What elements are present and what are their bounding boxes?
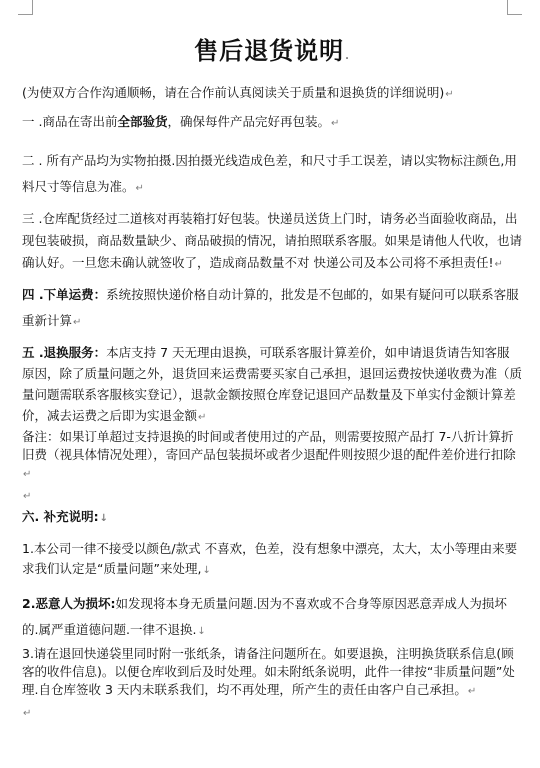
item-6-1-paragraph: [22, 539, 522, 581]
item-4-bold-text: 下单运费：: [43, 287, 107, 302]
item-6-2-bold-text: 2.恶意人为损坏:: [22, 596, 116, 611]
item-5-label: 五 .: [22, 345, 44, 360]
paragraph-mark-icon: ↵: [330, 118, 340, 129]
line-break-mark-icon: ↓: [99, 513, 108, 524]
paragraph-mark-icon: ↵: [73, 317, 82, 328]
item-2-text: 二 . 所有产品均为实物拍摄.因拍摄光线造成色差，和尺寸手工误差，请以实物标注颜色,用料尺寸等信息为准。: [22, 153, 517, 194]
paragraph-mark-icon: ↵: [23, 469, 32, 480]
intro-paragraph: [22, 82, 522, 105]
item-3-text: 三 .仓库配货经过二道核对再装箱打好包装。快递员送货上门时，请务必当面验收商品，出现包装破损，商品数量缺少、商品破损的情况，请拍照联系客服。如果是请他人代收，也请确认好。一旦您未确认就签收了，造成商品数量不对 快递公司及本公司将不承担责任!: [22, 211, 523, 270]
item-5-note-text: 备注：如果订单超过支持退换的时间或者使用过的产品，则需要按照产品打 7-八折计算折旧费（视具体情况处理），寄回产品包装损坏或者少退配件则按照少退的配件差价进行扣除: [22, 429, 516, 462]
item-6-2-paragraph: [22, 591, 522, 645]
paragraph-mark-icon: ↵: [23, 491, 32, 502]
item-1-text-end: ，确保每件产品完好再包装。: [167, 114, 330, 129]
item-5-bold-text: 退换服务：: [43, 345, 107, 360]
paragraph-mark-icon: ↵: [198, 412, 207, 423]
item-6-3-text: 3.请在退回快递袋里同时附一张纸条，请备注问题所在。如要退换，注明换货联系信息(顾客的收件信息)。以便仓库收到后及时处理。如未附纸条说明，此件一律按“非质量问题”处理.自仓库签收 3 天内未联系我们，均不再处理，所产生的责任由客户自己承担。: [22, 646, 515, 697]
intro-text: (为使双方合作沟通顺畅，请在合作前认真阅读关于质量和退换货的详细说明): [22, 85, 445, 100]
document-body: [22, 34, 522, 717]
item-6-2-text: 如发现将本身无质量问题.因为不喜欢或不合身等原因恶意弄成人为损坏的.属严重道德问题.一律不退换.: [22, 596, 507, 637]
document-title: [22, 34, 522, 74]
empty-paragraph: [22, 484, 522, 500]
paragraph-mark-icon: ↵: [23, 708, 32, 719]
item-1-bold-text: 全部验货: [117, 114, 168, 129]
item-5-text: 本店支持 7 天无理由退换，可联系客服计算差价，如申请退货请告知客服原因，除了质量问题之外，退货回来运费需要买家自己承担，退回运费按快递收费为准（质量问题需联系客服核实登记），退款金额按照仓库登记退回产品数量及下单实付金额计算差价，减去运费之后即为实退金额: [22, 345, 523, 423]
item-4-label: 四 .: [22, 287, 44, 302]
item-2-paragraph: [22, 148, 522, 202]
paragraph-mark-icon: ↵: [467, 686, 477, 697]
paragraph-mark-icon: ↵: [494, 259, 503, 270]
item-6-heading-text: 六. 补充说明:: [22, 509, 99, 524]
page-corner-mark-left: [18, 0, 33, 15]
line-break-mark-icon: ↓: [202, 565, 211, 576]
empty-paragraph: [22, 701, 522, 717]
item-3-paragraph: [22, 208, 522, 276]
item-5-note-paragraph: [22, 428, 522, 484]
paragraph-mark-icon: ↵: [445, 89, 454, 100]
item-1-paragraph: [22, 111, 522, 134]
item-4-paragraph: [22, 282, 522, 336]
page-corner-mark-right: [507, 0, 522, 15]
item-1-text: 一 .商品在寄出前: [22, 114, 118, 129]
item-5-paragraph: [22, 342, 522, 428]
item-6-heading: [22, 506, 522, 529]
item-6-3-paragraph: [22, 645, 522, 701]
paragraph-mark-icon: ↵: [135, 183, 144, 194]
item-4-text: 系统按照快递价格自动计算的，批发是不包邮的，如果有疑问可以联系客服重新计算: [22, 287, 519, 328]
title-text: 售后退货说明: [194, 37, 345, 65]
item-6-1-text: 1.本公司一律不接受以颜色/款式 不喜欢，色差，没有想象中漂亮，太大，太小等理由来要求我们认定是“质量问题”来处理,: [22, 541, 518, 576]
line-break-mark-icon: ↓: [197, 626, 206, 637]
paragraph-mark-icon: .: [345, 51, 350, 62]
